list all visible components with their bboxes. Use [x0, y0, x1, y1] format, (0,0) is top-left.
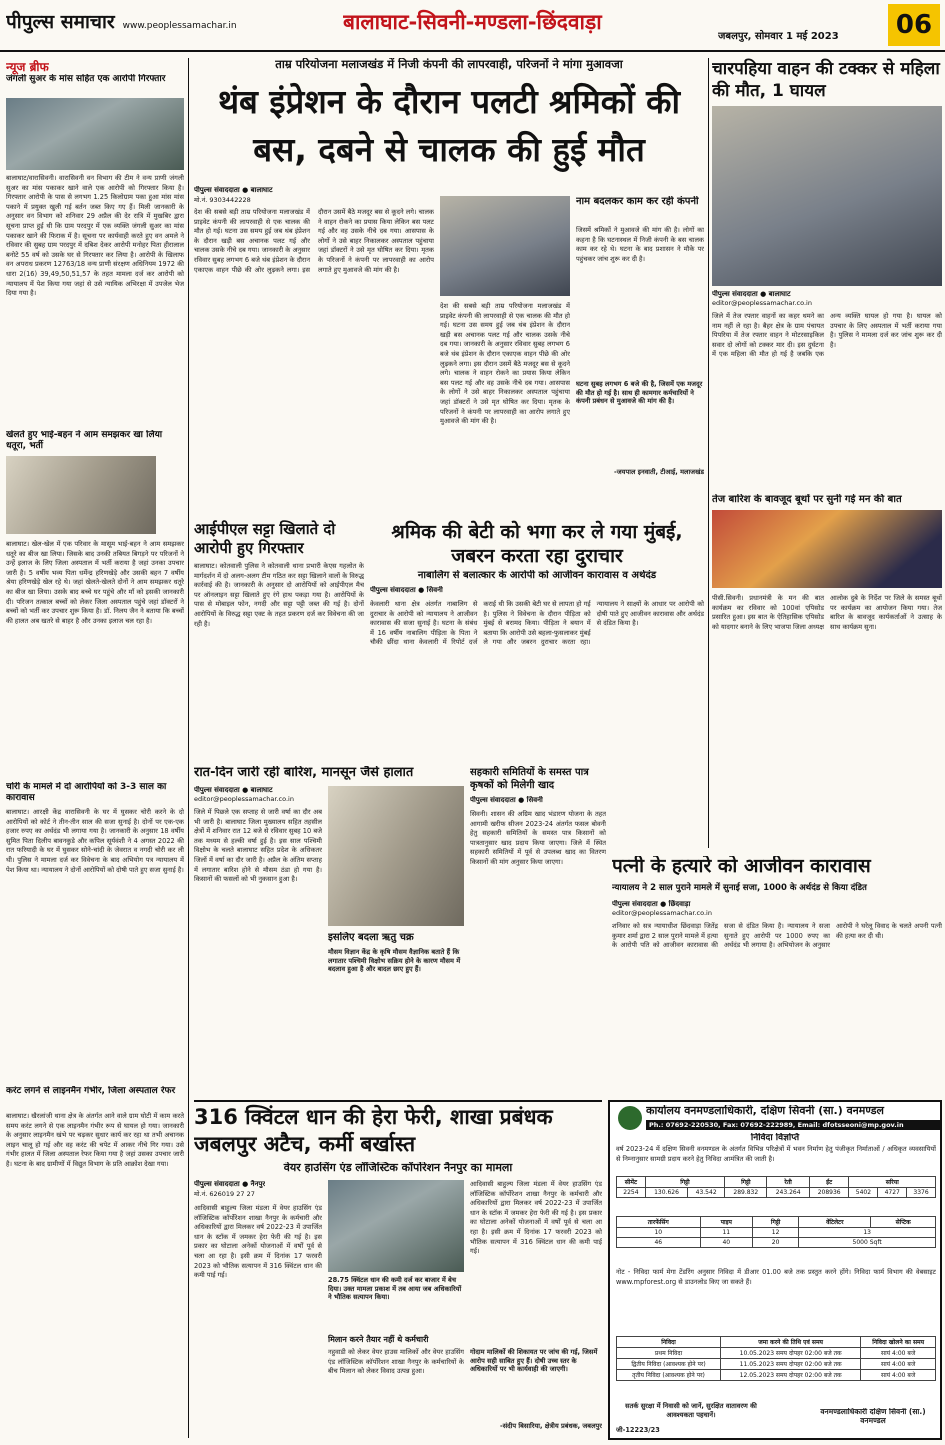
t1-cell: 2254 [617, 1188, 646, 1198]
notice-contact: Ph.: 07692-220530, Fax: 07692-222989, Email: dfotsseoni@mp.gov.in [646, 1120, 940, 1130]
notice-table1 [616, 1176, 936, 1198]
cooperative-story [470, 766, 606, 1096]
schedule-cell: प्रथम निविदा [617, 1348, 721, 1359]
notice-table2 [616, 1216, 936, 1248]
car-accident-byline: पीपुल्स संवाददाता ● बालाघाट editor@peoplessamachar.co.in [712, 290, 812, 307]
t1-cell: 3376 [907, 1188, 936, 1198]
paddy-quote: गोदाम मालिकों की शिकायत पर जांच की गई, जिसमें आरोप सही साबित हुए हैं। दोषी उच्च स्तर के अधिकारियों पर भी कार्यवाही की जाएगी। [470, 1348, 598, 1373]
notice-subtitle: निविदा विज्ञप्ति [750, 1133, 800, 1143]
paddy-byline: पीपुल्स संवाददाता ● नैनपुर मो.नं. 626019 27 27 [194, 1180, 266, 1198]
schedule-header: निविदा खोलने का समय [861, 1337, 936, 1348]
schedule-cell: 12.05.2023 समय दोपहर 02:00 बजे तक [721, 1370, 861, 1381]
paddy-body-cont: आदिवासी बाहुल्य जिला मंडला में वेयर हाउसिंग एंड लॉजिस्टिक कॉर्पोरेशन शाखा नैनपुर के कर्मचारी और अधिकारियों द्वारा मिलकर वर्ष 2022-23 में उपार्जित धान के स्टॉक में जमकर हेरा फेरी की गई है। इस प्रकार का घोटाला अनेकों योजनाओं में वर्षों पूर्व से चला आ रहा है। इसी क्रम में दिनांक 17 फरवरी 2023 को भौतिक सत्यापन में 316 क्विंटल धान की कमी पाई गई। [470, 1180, 602, 1256]
brief3-body: बालाघाट। आरक्षी केंद्र वारासिवनी के घर में घुसकर चोरी करने के दो आरोपियों को कोर्ट ने तीन-तीन साल की सजा सुनाई है। दोनों पर एक-एक हजार रुपए का अर्थदंड भी लगाया गया है। जानकारी के अनुसार 18 वर्षीय सुमित पिता दिलीप बावनकुडे और कपिल सूर्यवंशी ने 4 अगस्त 2022 की रात फरियादी के घर में घुसकर सोने-चांदी के जेवरात व नगदी चोरी कर ली थी। पुलिस ने मामला दर्ज कर विवेचना के बाद अभियोग पत्र न्यायालय में पेश किया था। न्यायालय ने दोनों आरोपियों को दोषी पाते हुए सजा सुनाई है। [6, 808, 184, 874]
t2-cell: 5000 Sqft [799, 1238, 936, 1248]
t1-header: सीमेंट [617, 1177, 646, 1188]
t1-header: रेती [767, 1177, 809, 1188]
t2-cell: 20 [752, 1238, 798, 1248]
t2-header: वेंटिलेटर [799, 1217, 871, 1228]
accident-photo [712, 106, 942, 286]
rain-byline: पीपुल्स संवाददाता ● बालाघाट editor@peoplessamachar.co.in [194, 786, 294, 803]
paddy-side-title: मिलान करने तैयार नहीं थे कर्मचारी [328, 1335, 429, 1344]
murder-byline: पीपुल्स संवाददाता ● छिंदवाड़ा editor@peoplessamachar.co.in [612, 900, 712, 917]
main-byline: पीपुल्स संवाददाता ● बालाघाट मो.नं. 9303442228 [194, 186, 273, 204]
tender-notice [608, 1100, 942, 1440]
t1-cell: 5402 [849, 1188, 878, 1198]
warehouse-photo [328, 1180, 464, 1272]
masthead [0, 0, 945, 52]
brief4-title: करंट लगने से लाइनमैन गंभीर, जिला अस्पताल रेफर [6, 1086, 176, 1096]
rain-headline: रात-दिन जारी रही बारिश, मानसून जैसे हालात [194, 766, 414, 780]
schedule-cell: 10.05.2023 समय दोपहर 02:00 बजे तक [721, 1348, 861, 1359]
schedule-cell: द्वितीय निविदा (आवश्यक होने पर) [617, 1359, 721, 1370]
betting-story [194, 520, 364, 760]
main-kicker: ताम्र परियोजना मलाजखंड में निजी कंपनी की लापरवाही, परिजनों ने मांगा मुआवजा [275, 58, 623, 71]
brief1-photo [6, 98, 184, 170]
column-divider [188, 58, 189, 1438]
brief1-title: जंगली सुअर के मांस सहित एक आरोपी गिरफ्तार [6, 74, 166, 84]
schedule-cell: सायं 4:00 बजे [861, 1370, 936, 1381]
abduction-headline: श्रमिक की बेटी को भगा कर ले गया मुंबई, जबरन करता रहा दुराचार [391, 521, 683, 567]
notice-intro: वर्ष 2023-24 में दक्षिण सिवनी वनमण्डल के अंतर्गत विभिन्न परिक्षेत्रों में भवन निर्माण हेतु पंजीकृत निर्माताओं / अधिकृत व्यवसायियों से निम्नानुसार सामग्री प्रदाय करने हेतु निविदा आमंत्रित की जाती है। [616, 1145, 936, 1163]
betting-body: बालाघाट। कोतवाली पुलिस ने कोतवाली थाना प्रभारी केएस गहलोत के मार्गदर्शन में दो अलग-अलग टीम गठित कर सट्टा खिलाने वालों के विरुद्ध कार्रवाई की है। जानकारी के अनुसार दो आरोपियों को आईपीएल मैच पर ऑनलाइन सट्टा खिलाते हुए रंगे हाथ पकड़ा गया है। आरोपियों के पास से मोबाइल फोन, नगदी और सट्टा पट्टी जब्त की गई है। दोनों आरोपियों के विरुद्ध सट्टा एक्ट के तहत प्रकरण दर्ज कर विवेचना की जा रही है। [194, 562, 364, 628]
murder-headline: पत्नी के हत्यारे को आजीवन कारावास [612, 856, 871, 877]
paddy-side-body: नहुवाडी को लेकर वेयर हाउस मालिकों और वेयर हाउसिंग एंड लॉजिस्टिक कॉर्पोरेशन शाखा नैनपुर के कर्मचारियों के बीच मिलान को लेकर विवाद उत्पन्न हुआ। [328, 1348, 464, 1376]
paddy-story [194, 1104, 602, 1440]
mann-ki-baat-headline: तेज बारिश के बावजूद बूथों पर सुनी गई मन की बात [712, 494, 902, 505]
paddy-quote-attribution: -संदीप बिसारिया, क्षेत्रीय प्रबंधक, जबलपुर [499, 1422, 602, 1430]
dateline: जबलपुर, सोमवार 1 मई 2023 [718, 31, 839, 42]
schedule-header: जमा करने की तिथि एवं समय [721, 1337, 861, 1348]
t1-cell: 243.264 [767, 1188, 809, 1198]
main-headline: थंब इंप्रेशन के दौरान पलटी श्रमिकों की बस, दबने से चालक की हुई मौत [217, 82, 681, 169]
schedule-cell: सायं 4:00 बजे [861, 1348, 936, 1359]
cooperative-byline: पीपुल्स संवाददाता ● सिवनी [470, 796, 543, 804]
section-rule [194, 1100, 602, 1102]
abduction-subhead: नाबालिग से बलात्कार के आरोपी को आजीवन कारावास व अर्थदंड [417, 570, 657, 581]
left-news-column [6, 58, 184, 1438]
brief2-body: बालाघाट। खेल-खेल में एक परिवार के मासूम भाई-बहन ने आम समझकर धतूरे का बीज खा लिया। जिसके बाद उनकी तबियत बिगड़ने पर परिजनों ने उन्हें इलाज के लिए जिला अस्पताल में भर्ती कराया है जहां उनका उपचार जारी है। 5 वर्षीय भव्य पिता धर्मेन्द्र हरिणखेड़े और उसकी बहन 7 वर्षीय श्रेया हरिणखेड़े खेल रहे थे। जहां खेलते-खेलते दोनों ने आम समझकर धतूरे का बीज खा लिया। उसके बाद बच्चे घर पहुंचे और माँ को इसकी जानकारी दी। परिजन तत्काल बच्चों को लेकर जिला अस्पताल पहुंचे जहां डॉक्टरों ने बच्चों को भर्ती कर उपचार शुरू किया है। डॉ. निलय जैन ने बताया कि बच्चों की हालत अब खतरे से बाहर है और उनका इलाज चल रहा है। [6, 540, 184, 625]
notice-title: कार्यालय वनमण्डलाधिकारी, दक्षिण सिवनी (सा.) वनमण्डल [646, 1105, 884, 1117]
mann-ki-baat-body: पीसी.सिवनी। प्रधानमंत्री के मन की बात कार्यक्रम का रविवार को 100वां एपिसोड प्रसारित हुआ। इस बात के ऐतिहासिक एपिसोड को यादगार बनाने के लिए भाजपा जिला अध्यक्ष आलोक दुबे के निर्देश पर जिले के समस्त बूथों पर कार्यक्रम का आयोजन किया गया। तेज बारिश के बावजूद कार्यकर्ताओं ने उत्साह के साथ कार्यक्रम सुना। [712, 594, 942, 631]
newspaper-logo: पीपुल्स समाचार www.peoplessamachar.in [6, 11, 237, 33]
car-accident-body: जिले में तेज रफ्तार वाहनों का कहर थमने का नाम नहीं ले रहा है। बैहर क्षेत्र के ग्राम पंचायत पिपरिया में तेज रफ्तार वाहन ने मोटरसाइकिल सवार दो लोगों को टक्कर मार दी। इस दुर्घटना में एक महिला की मौत हो गई है जबकि एक अन्य व्यक्ति घायल हो गया है। घायल को उपचार के लिए अस्पताल में भर्ती कराया गया है। पुलिस ने मामला दर्ज कर जांच शुरू कर दी है। [712, 312, 942, 359]
rain-caption-title: इसलिए बदला ऋतु चक्र [328, 932, 414, 943]
paddy-headline: 316 क्विंटल धान की हेरा फेरी, शाखा प्रबंधक जबलपुर अटैच, कर्मी बर्खास्त [194, 1105, 553, 1156]
murder-body: शनिवार को सत्र न्यायाधीश छिंदवाड़ा जितेंद्र कुमार शर्मा द्वारा 2 साल पुराने मामले में हत्या के आरोपी पति को आजीवन कारावास की सजा से दंडित किया है। न्यायालय ने सजा सुनाते हुए आरोपी पर 1000 रुपए का अर्थदंड भी लगाया है। अभियोजन के अनुसार आरोपी ने घरेलू विवाद के चलते अपनी पत्नी की हत्या कर दी थी। [612, 922, 942, 950]
t1-header: गिट्टी [725, 1177, 767, 1188]
murder-story [612, 856, 942, 1096]
main-side-body: जिसमें श्रमिकों ने मुआवजे की मांग की है। लोगों का कहना है कि घटनास्थल में निजी कंपनी के बस चालक काम कर रहे थे। घटना के बाद प्रशासन ने मौके पर पहुंचकर जांच शुरू कर दी है। [576, 226, 704, 263]
main-side-head: नाम बदलकर काम कर रही कंपनी [576, 196, 699, 207]
paddy-subhead: वेयर हाउसिंग एंड लॉजिस्टिक कॉर्पोरेशन नैनपुर का मामला [283, 1162, 513, 1174]
mann-ki-baat-story [712, 494, 942, 848]
betting-headline: आईपीएल सट्टा खिलाते दो आरोपी हुए गिरफ्तार [194, 520, 336, 557]
t2-cell: 11 [700, 1228, 752, 1238]
brief4-body: बालाघाट। खैरलांजी थाना क्षेत्र के अंतर्गत आने वाले ग्राम घोटी में काम करते समय करंट लगने से एक लाइनमैन गंभीर रूप से घायल हो गया। जानकारी के अनुसार लाइनमैन खंभे पर चढ़कर सुधार कार्य कर रहा था तभी अचानक लाइन चालू हो गई और वह करंट की चपेट में आकर नीचे गिर गया। उसे गंभीर हालत में जिला अस्पताल रेफर किया गया है जहां उसका उपचार जारी है। घटना के बाद ग्रामीणों में विद्युत विभाग के प्रति आक्रोश देखा गया। [6, 1112, 184, 1168]
t1-cell: 289.832 [725, 1188, 767, 1198]
t1-cell: 4727 [878, 1188, 907, 1198]
brief2-title: खेलते हुए भाई-बहन ने आम समझकर खा लिया धतूरा, भर्ती [6, 430, 163, 451]
cooperative-headline: सहकारी समितियों के समस्त पात्र कृषकों को मिलेगी खाद [470, 767, 589, 791]
abduction-story [370, 520, 704, 760]
t1-header: ईंट [809, 1177, 849, 1188]
t2-cell: 40 [700, 1238, 752, 1248]
rain-caption: मौसम विज्ञान केंद्र के कृषि मौसम वैज्ञानिक बताते हैं कि लगातार पश्चिमी विक्षोभ सक्रिय होने के कारण मौसम में बदलाव हुआ है और बादल छाए हुए हैं। [328, 948, 461, 973]
paddy-photo-caption: 28.75 क्विंटल धान की कमी दर्ज कर बाजार में बेच दिया। उक्त मामला प्रकाश में तब आया जब अधिकारियों ने भौतिक सत्यापन किया। [328, 1276, 462, 1301]
t2-cell: 10 [617, 1228, 701, 1238]
brief1-body: बालाघाट/वारासिवनी। वारासिवनी वन विभाग की टीम ने वन्य प्राणी जंगली सुअर का मांस पकाकर खाने वाले एक आरोपी को गिरफ्तार किया है। गिरफ्तार आरोपी के पास से लगभग 1.25 किलोग्राम पका हुआ मांस मांस पकाने में प्रयुक्त खुली गई बर्तन जब्त किए गए हैं। मिली जानकारी के अनुसार वन विभाग को शनिवार 29 अप्रैल की देर रात्रि में मुखबिर द्वारा सूचना प्राप्त हुई थी कि ग्राम परदपुर में एक व्यक्ति जंगली सुअर का मांस पकाकर खाने की फिराक में है। सूचना पर कार्यवाही करते हुए वन अमले ने रविवार की सुबह ग्राम परदपुर में दबिश देकर आरोपी मनोहर पिता हीरालाल बनोटे 55 वर्ष को उसके घर से गिरफ्तार कर लिया है। आरोपी के खिलाफ वन अपराध प्रकरण 12763/18 वन्य प्राणी संरक्षण अधिनियम 1972 की धारा 2(16) 39,49,50,51,57 के तहत मामला दर्ज कर आरोपी को न्यायालय में पेश किया गया जहां से उसे न्यायिक अभिरक्षा में उपजेल भेज दिया गया है। [6, 174, 184, 298]
murder-subhead: न्यायालय ने 2 साल पुराने मामले में सुनाई सजा, 1000 के अर्थदंड से किया दंडित [612, 883, 867, 893]
t2-header: सेप्टिक [871, 1217, 936, 1228]
section-label: न्यूज ब्रीफ [6, 60, 49, 74]
t1-cell: 130.626 [645, 1188, 687, 1198]
t1-header: सरिया [849, 1177, 936, 1188]
main-photo-caption: घटना सुबह लगभग 6 बजे की है, जिसमें एक मजदूर की मौत हो गई है। साथ ही कामगार कर्मचारियों ने कंपनी प्रबंधन से मुआवजे की मांग की है। [576, 380, 703, 405]
main-story [194, 58, 704, 518]
notice-footer-left: सतर्क सुरक्षा में निवासी को जानें, सुरक्षित वातावरण की आवश्यकता पहचानें। [625, 1402, 757, 1419]
schedule-cell: तृतीय निविदा (आवश्यक होने पर) [617, 1370, 721, 1381]
brief3-title: चोरी के मामले में दो आरोपियों को 3-3 साल का कारावास [6, 782, 167, 803]
cooperative-body: सिवनी। शासन की अग्रिम खाद भंडारण योजना के तहत आगामी खरीफ सीजन 2023-24 अंतर्गत फसल बोवनी हेतु सहकारी समितियों के समस्त पात्र किसानों को पात्रतानुसार खाद प्रदाय किया जाएगा। जिले में स्थित सहकारी समितियों में पूर्व से उपलब्ध खाद का वितरण किसानों की मांग अनुसार किया जाएगा। [470, 810, 606, 866]
notice-code: जी-12223/23 [616, 1426, 660, 1434]
main-body: देश की सबसे बड़ी ताम्र परियोजना मलाजखंड में प्राइवेट कंपनी की लापरवाही से एक चालक की मौत हो गई। घटना उस समय हुई जब थंब इंप्रेशन के दौरान खड़ी बस अचानक पलट गई और चालक उसके नीचे दब गया। जानकारी के अनुसार रविवार सुबह लगभग 6 बजे थंब इंप्रेशन के दौरान एकाएक वाहन पीछे की ओर लुढ़कने लगा। इस दौरान उसमें बैठे मजदूर बस से कूदने लगे। चालक ने वाहन रोकने का प्रयास किया लेकिन बस पलट गई और वह उसके नीचे दब गया। आसपास के लोगों ने उसे बाहर निकालकर अस्पताल पहुंचाया जहां डॉक्टरों ने उसे मृत घोषित कर दिया। मृतक के परिजनों ने कंपनी पर लापरवाही का आरोप लगाते हुए मुआवजे की मांग की है। [194, 208, 434, 274]
column-divider-right [708, 58, 709, 848]
t1-cell: 208936 [809, 1188, 849, 1198]
t1-header: गिट्टी [645, 1177, 724, 1188]
notice-note: नोट - निविदा फार्म मेगा टेंडरिंग अनुसार निविदा में डीआर 01.00 बजे तक प्रस्तुत करने होंगे। निविदा फार्म विभाग की वेबसाइट www.mpforest.org से डाउनलोड किए जा सकते हैं। [616, 1268, 936, 1286]
t2-cell: 46 [617, 1238, 701, 1248]
notice-signature: वनमण्डलाधिकारी दक्षिण सिवनी (सा.) वनमण्डल [820, 1408, 926, 1425]
car-accident-story [712, 58, 942, 488]
t2-cell: 13 [799, 1228, 936, 1238]
rain-body: जिले में पिछले एक सप्ताह से जारी वर्षा का दौर अब भी जारी है। बालाघाट जिला मुख्यालय सहित तहसील क्षेत्रों में शनिवार रात 12 बजे से रविवार सुबह 10 बजे तक मध्यम से हल्की वर्षा हुई है। इस साल पश्चिमी विक्षोभ के चलते बालाघाट सहित प्रदेश के अधिकतर जिलों में वर्षा का दौर जारी है। अप्रैल के अंतिम सप्ताह में लगातार बारिश होने से मौसम ठंडा हो गया है। किसानों की फसलों को भी नुकसान हुआ है। [194, 808, 322, 884]
car-accident-headline: चारपहिया वाहन की टक्कर से महिला की मौत, 1 घायल [712, 59, 940, 101]
page-number: 06 [888, 4, 940, 46]
abduction-byline: पीपुल्स संवाददाता ● सिवनी [370, 586, 443, 594]
bus-photo [440, 196, 570, 296]
t2-header: गिट्टी [752, 1217, 798, 1228]
region-title: बालाघाट-सिवनी-मण्डला-छिंदवाड़ा [343, 10, 602, 34]
t2-header: पाइप [700, 1217, 752, 1228]
paddy-body: आदिवासी बाहुल्य जिला मंडला में वेयर हाउसिंग एंड लॉजिस्टिक कॉर्पोरेशन शाखा नैनपुर के कर्मचारी और अधिकारियों द्वारा मिलकर वर्ष 2022-23 में उपार्जित धान के स्टॉक में जमकर हेरा फेरी की गई है। इस प्रकार का घोटाला अनेकों योजनाओं में वर्षों पूर्व से चला आ रहा है। इसी क्रम में दिनांक 17 फरवरी 2023 को भौतिक सत्यापन में 316 क्विंटल धान की कमी पाई गई। [194, 1204, 322, 1280]
abduction-body: केवलारी थाना क्षेत्र अंतर्गत नाबालिग से दुराचार के आरोपी को न्यायालय ने आजीवन कारावास की सजा सुनाई है। घटना के संबंध में 16 वर्षीय नाबालिग पीड़िता के पिता ने चौकी छींदा थाना केवलारी में रिपोर्ट दर्ज कराई थी कि उसकी बेटी घर से लापता हो गई है। पुलिस ने विवेचना के दौरान पीड़िता को मुंबई से बरामद किया। पीड़िता ने बयान में बताया कि आरोपी उसे बहला-फुसलाकर मुंबई ले गया और जबरन दुराचार करता रहा। न्यायालय ने साक्ष्यों के आधार पर आरोपी को दोषी पाते हुए आजीवन कारावास और अर्थदंड से दंडित किया है। [370, 600, 704, 647]
schedule-cell: सायं 4:00 बजे [861, 1359, 936, 1370]
flood-photo [328, 786, 464, 926]
schedule-header: निविदा [617, 1337, 721, 1348]
t1-cell: 43.542 [688, 1188, 725, 1198]
t2-header: तारफेंसिंग [617, 1217, 701, 1228]
emblem-icon [618, 1106, 642, 1130]
main-body-cont: देश की सबसे बड़ी ताम्र परियोजना मलाजखंड में प्राइवेट कंपनी की लापरवाही से एक चालक की मौत हो गई। घटना उस समय हुई जब थंब इंप्रेशन के दौरान खड़ी बस अचानक पलट गई और चालक उसके नीचे दब गया। जानकारी के अनुसार रविवार सुबह लगभग 6 बजे थंब इंप्रेशन के दौरान एकाएक वाहन पीछे की ओर लुढ़कने लगा। इस दौरान उसमें बैठे मजदूर बस से कूदने लगे। चालक ने वाहन रोकने का प्रयास किया लेकिन बस पलट गई और वह उसके नीचे दब गया। आसपास के लोगों ने उसे बाहर निकालकर अस्पताल पहुंचाया जहां डॉक्टरों ने उसे मृत घोषित कर दिया। मृतक के परिजनों ने कंपनी पर लापरवाही का आरोप लगाते हुए मुआवजे की मांग की है। [440, 302, 570, 426]
rain-story [194, 766, 464, 1096]
notice-schedule [616, 1336, 936, 1381]
brief2-photo [6, 456, 156, 534]
main-quote-attribution: -जयपाल इनवाती, टीआई, मलाजखंड [614, 468, 704, 476]
event-photo [712, 510, 942, 588]
schedule-cell: 11.05.2023 समय दोपहर 02:00 बजे तक [721, 1359, 861, 1370]
t2-cell: 12 [752, 1228, 798, 1238]
